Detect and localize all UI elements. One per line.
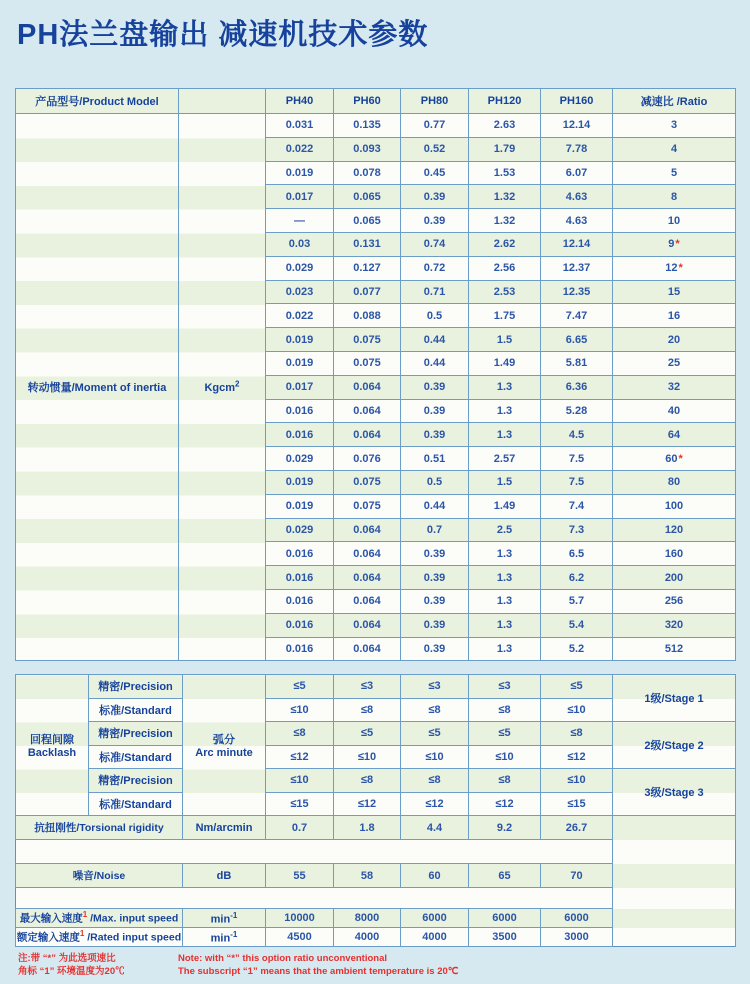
inertia-row [16,114,736,138]
inertia-value-cell: 6.07 [541,161,613,185]
page-title: PH法兰盘输出 减速机技术参数 [17,19,429,51]
ratio-cell: 40 [613,399,736,423]
inertia-value-cell: 0.019 [266,351,334,375]
spec-row [16,909,736,928]
backlash-value-cell: ≤5 [401,722,469,746]
inertia-value-cell: 0.023 [266,280,334,304]
inertia-value-cell: 0.078 [334,161,401,185]
unconventional-ratio-asterisk: * [678,262,683,275]
spec-unit [183,909,266,928]
inertia-value-cell: 0.075 [334,470,401,494]
spec-unit-text: Nm/arcmin [195,821,253,834]
inertia-value-cell: 4.63 [541,185,613,209]
inertia-value-cell: 0.39 [401,637,469,661]
inertia-value-cell: 12.37 [541,256,613,280]
inertia-value-cell: 0.064 [334,542,401,566]
superscript: 2 [235,379,240,389]
inertia-value-cell: 0.029 [266,447,334,471]
ratio-cell: 100 [613,494,736,518]
inertia-value-cell: 0.71 [401,280,469,304]
inertia-value-cell: 0.064 [334,613,401,637]
inertia-value-cell: 0.39 [401,613,469,637]
inertia-value-cell: 0.44 [401,328,469,352]
inertia-value-cell: 0.016 [266,637,334,661]
inertia-value-cell: 0.064 [334,375,401,399]
inertia-value-cell: 1.3 [469,542,541,566]
inertia-value-cell: 6.5 [541,542,613,566]
spec-value-cell: 58 [334,864,401,888]
spec-label-text-en: /Rated input speed [84,931,182,944]
ratio-cell: 256 [613,589,736,613]
inertia-value-cell: 12.14 [541,114,613,138]
spec-label-text-en: /Max. input speed [87,912,179,925]
unconventional-ratio-asterisk: * [678,452,683,465]
header-row [16,89,736,114]
inertia-value-cell: 7.5 [541,470,613,494]
inertia-value-cell: 0.064 [334,637,401,661]
ratio-cell: 64 [613,423,736,447]
spec-value-cell: 70 [541,864,613,888]
inertia-value-cell: 0.44 [401,351,469,375]
inertia-value-cell: 6.65 [541,328,613,352]
backlash-value-cell: ≤15 [266,792,334,816]
inertia-value-cell: 12.14 [541,232,613,256]
backlash-value-cell: ≤10 [541,698,613,722]
inertia-value-cell: 0.52 [401,137,469,161]
inertia-value-cell: 1.79 [469,137,541,161]
inertia-value-cell: 0.016 [266,423,334,447]
inertia-value-cell: 0.022 [266,137,334,161]
inertia-value-cell: 2.62 [469,232,541,256]
backlash-value-cell: ≤8 [334,769,401,793]
spacer-cell [16,888,613,909]
column-header-ph120: PH120 [469,89,541,114]
inertia-value-cell: 0.45 [401,161,469,185]
inertia-value-cell: 12.35 [541,280,613,304]
ratio-cell: 9* [613,232,736,256]
backlash-value-cell: ≤10 [334,745,401,769]
inertia-value-cell: 0.064 [334,589,401,613]
footnotes [18,952,732,978]
column-header-ph40: PH40 [266,89,334,114]
backlash-unit [183,675,266,816]
inertia-value-cell: 1.49 [469,351,541,375]
backlash-label [16,675,89,816]
inertia-value-cell: 0.016 [266,613,334,637]
inertia-value-cell: 7.5 [541,447,613,471]
inertia-value-cell: 0.39 [401,209,469,233]
inertia-value-cell: 0.127 [334,256,401,280]
column-header-product-model: 产品型号/Product Model [16,89,179,114]
spec-value-cell: 1.8 [334,816,401,840]
backlash-value-cell: ≤8 [334,698,401,722]
backlash-type-cell: 标准/Standard [89,792,183,816]
inertia-value-cell: 0.39 [401,589,469,613]
spec-label [16,909,183,928]
inertia-value-cell: 5.28 [541,399,613,423]
inertia-value-cell: 2.53 [469,280,541,304]
inertia-value-cell: 0.017 [266,185,334,209]
inertia-value-cell: 1.5 [469,470,541,494]
inertia-value-cell: 1.3 [469,399,541,423]
inertia-value-cell: 0.065 [334,185,401,209]
spec-unit-text: dB [216,869,232,882]
inertia-value-cell: 5.81 [541,351,613,375]
inertia-value-cell: 0.019 [266,494,334,518]
inertia-value-cell: 1.5 [469,328,541,352]
ratio-cell: 320 [613,613,736,637]
inertia-value-cell: 6.36 [541,375,613,399]
inertia-value-cell: 1.49 [469,494,541,518]
spacer-row [16,840,736,864]
inertia-value-cell: 2.5 [469,518,541,542]
spec-unit [183,816,266,840]
backlash-value-cell: ≤8 [401,769,469,793]
inertia-value-cell: 0.03 [266,232,334,256]
spec-value-cell: 6000 [401,909,469,928]
note-english [178,952,458,978]
backlash-value-cell: ≤5 [266,675,334,699]
inertia-value-cell: 0.077 [334,280,401,304]
inertia-row-label-text: 转动惯量/Moment of inertia [27,382,167,395]
inertia-value-cell: 1.3 [469,423,541,447]
inertia-value-cell: 1.3 [469,637,541,661]
inertia-value-cell: 1.3 [469,566,541,590]
inertia-value-cell: 1.3 [469,375,541,399]
backlash-value-cell: ≤8 [401,698,469,722]
inertia-value-cell: 4.63 [541,209,613,233]
right-strip-cell [613,928,736,947]
column-header-ph160: PH160 [541,89,613,114]
right-strip-cell [613,909,736,928]
spec-value-cell: 4000 [401,928,469,947]
spec-label-text: 抗扭刚性/Torsional rigidity [34,822,164,834]
inertia-value-cell: 7.4 [541,494,613,518]
ratio-cell: 5 [613,161,736,185]
backlash-row [16,769,736,793]
spec-value-cell: 9.2 [469,816,541,840]
stage-cell: 1级/Stage 1 [613,675,736,722]
ratio-cell: 60* [613,447,736,471]
spec-label [16,928,183,947]
inertia-value-cell: 0.016 [266,399,334,423]
note-line: The subscript “1” means that the ambient temperature is 20℃ [178,966,459,977]
inertia-value-cell: 0.5 [401,304,469,328]
spacer-right-cell [613,888,736,909]
inertia-value-cell: 1.3 [469,589,541,613]
backlash-value-cell: ≤3 [334,675,401,699]
inertia-value-cell: 0.39 [401,566,469,590]
ratio-cell: 16 [613,304,736,328]
backlash-value-cell: ≤12 [401,792,469,816]
inertia-value-cell: 0.064 [334,399,401,423]
backlash-value-cell: ≤10 [469,745,541,769]
inertia-value-cell: 0.7 [401,518,469,542]
backlash-row [16,722,736,746]
ratio-cell: 4 [613,137,736,161]
inertia-value-cell: 0.065 [334,209,401,233]
spec-value-cell: 4.4 [401,816,469,840]
inertia-value-cell: 0.088 [334,304,401,328]
backlash-value-cell: ≤10 [541,769,613,793]
backlash-value-cell: ≤12 [469,792,541,816]
spec-value-cell: 3000 [541,928,613,947]
spec-value-cell: 4500 [266,928,334,947]
spec-value-cell: 60 [401,864,469,888]
inertia-value-cell: 0.39 [401,423,469,447]
note-line: 角标 “1” 环境温度为20℃ [18,966,125,977]
spec-value-cell: 6000 [541,909,613,928]
inertia-value-cell: 0.135 [334,114,401,138]
ratio-cell: 120 [613,518,736,542]
inertia-value-cell: 7.47 [541,304,613,328]
inertia-value-cell: 5.2 [541,637,613,661]
inertia-value-cell: — [266,209,334,233]
spacer-row [16,888,736,909]
note-line: 注:带 “*” 为此选项速比 [18,953,116,964]
backlash-value-cell: ≤8 [469,769,541,793]
column-header-ratio: 减速比 /Ratio [613,89,736,114]
right-strip-cell [613,816,736,840]
backlash-type-cell: 精密/Precision [89,769,183,793]
ratio-cell: 25 [613,351,736,375]
backlash-value-cell: ≤8 [469,698,541,722]
inertia-table [15,88,736,661]
superscript: -1 [230,910,238,920]
inertia-value-cell: 0.029 [266,518,334,542]
inertia-value-cell: 1.53 [469,161,541,185]
inertia-value-cell: 0.5 [401,470,469,494]
inertia-value-cell: 0.031 [266,114,334,138]
ratio-cell: 80 [613,470,736,494]
backlash-value-cell: ≤3 [401,675,469,699]
spec-unit-text: min [210,932,231,945]
backlash-type-cell: 标准/Standard [89,698,183,722]
specs-table [15,674,736,947]
backlash-value-cell: ≤12 [334,792,401,816]
backlash-value-cell: ≤12 [266,745,334,769]
inertia-value-cell: 0.064 [334,566,401,590]
spec-value-cell: 3500 [469,928,541,947]
ratio-cell: 200 [613,566,736,590]
ratio-cell: 512 [613,637,736,661]
unconventional-ratio-asterisk: * [675,238,680,251]
column-header-ph80: PH80 [401,89,469,114]
spec-value-cell: 6000 [469,909,541,928]
ratio-cell: 160 [613,542,736,566]
spec-value-cell: 0.7 [266,816,334,840]
stage-cell: 2级/Stage 2 [613,722,736,769]
inertia-value-cell: 5.4 [541,613,613,637]
backlash-value-cell: ≤8 [266,722,334,746]
inertia-value-cell: 0.72 [401,256,469,280]
backlash-value-cell: ≤10 [266,698,334,722]
backlash-value-cell: ≤12 [541,745,613,769]
inertia-value-cell: 7.3 [541,518,613,542]
inertia-value-cell: 2.57 [469,447,541,471]
ratio-cell: 10 [613,209,736,233]
inertia-value-cell: 1.75 [469,304,541,328]
inertia-value-cell: 6.2 [541,566,613,590]
spec-row [16,928,736,947]
spec-value-cell: 55 [266,864,334,888]
inertia-value-cell: 0.44 [401,494,469,518]
inertia-value-cell: 0.131 [334,232,401,256]
backlash-value-cell: ≤15 [541,792,613,816]
note-chinese [18,952,178,978]
spacer-cell [16,840,613,864]
inertia-value-cell: 0.39 [401,375,469,399]
inertia-value-cell: 1.32 [469,185,541,209]
backlash-label-en: Backlash [27,747,77,759]
spec-label [16,816,183,840]
inertia-value-cell: 0.075 [334,494,401,518]
inertia-value-cell: 0.017 [266,375,334,399]
inertia-value-cell: 0.029 [266,256,334,280]
superscript: -1 [230,929,238,939]
inertia-value-cell: 0.064 [334,423,401,447]
ratio-cell: 12* [613,256,736,280]
spacer-right-cell [613,840,736,864]
spec-row [16,864,736,888]
inertia-value-cell: 0.076 [334,447,401,471]
spec-unit [183,928,266,947]
backlash-value-cell: ≤3 [469,675,541,699]
inertia-value-cell: 0.019 [266,161,334,185]
spec-value-cell: 8000 [334,909,401,928]
red-superscript: 1 [79,929,85,939]
inertia-value-cell: 1.3 [469,613,541,637]
backlash-unit-en: Arc minute [195,747,253,759]
note-line: Note: with “*” this option ratio unconventional [178,953,387,964]
inertia-value-cell: 0.075 [334,351,401,375]
inertia-value-cell: 0.016 [266,566,334,590]
backlash-value-cell: ≤5 [541,675,613,699]
ratio-cell: 8 [613,185,736,209]
red-superscript: 1 [82,910,88,920]
spec-label-text: 额定输入速度 [16,931,80,944]
backlash-unit-cn: 弧分 [213,734,235,746]
spec-label-text: 最大输入速度 [19,912,83,925]
inertia-value-cell: 0.093 [334,137,401,161]
backlash-type-cell: 精密/Precision [89,722,183,746]
spec-unit [183,864,266,888]
inertia-value-cell: 0.51 [401,447,469,471]
backlash-type-cell: 精密/Precision [89,675,183,699]
inertia-value-cell: 1.32 [469,209,541,233]
inertia-value-cell: 0.064 [334,518,401,542]
right-strip-cell [613,864,736,888]
spec-label [16,864,183,888]
backlash-value-cell: ≤5 [469,722,541,746]
spec-row [16,816,736,840]
inertia-value-cell: 5.7 [541,589,613,613]
inertia-value-cell: 0.016 [266,542,334,566]
column-header-unit [179,89,266,114]
inertia-row-label [16,114,179,661]
spec-value-cell: 4000 [334,928,401,947]
inertia-value-cell: 0.74 [401,232,469,256]
inertia-value-cell: 0.019 [266,470,334,494]
column-header-ph60: PH60 [334,89,401,114]
ratio-cell: 32 [613,375,736,399]
inertia-value-cell: 7.78 [541,137,613,161]
ratio-cell: 3 [613,114,736,138]
inertia-value-cell: 0.022 [266,304,334,328]
ratio-cell: 20 [613,328,736,352]
inertia-value-cell: 0.39 [401,185,469,209]
backlash-value-cell: ≤10 [401,745,469,769]
inertia-value-cell: 0.019 [266,328,334,352]
inertia-unit-text: Kgcm$^2$ [204,379,240,395]
backlash-value-cell: ≤8 [541,722,613,746]
backlash-type-cell: 标准/Standard [89,745,183,769]
spec-value-cell: 10000 [266,909,334,928]
inertia-value-cell: 0.075 [334,328,401,352]
inertia-value-cell: 0.39 [401,399,469,423]
inertia-value-cell: 4.5 [541,423,613,447]
inertia-value-cell: 0.016 [266,589,334,613]
backlash-value-cell: ≤10 [266,769,334,793]
ratio-cell: 15 [613,280,736,304]
inertia-value-cell: 0.77 [401,114,469,138]
spec-value-cell: 65 [469,864,541,888]
spec-unit-text: min [210,913,231,926]
backlash-row [16,675,736,699]
inertia-value-cell: 2.63 [469,114,541,138]
inertia-value-cell: 0.39 [401,542,469,566]
spec-value-cell: 26.7 [541,816,613,840]
backlash-value-cell: ≤5 [334,722,401,746]
inertia-unit [179,114,266,661]
inertia-value-cell: 2.56 [469,256,541,280]
spec-label-text: 噪音/Noise [72,870,126,882]
stage-cell: 3级/Stage 3 [613,769,736,816]
backlash-label-cn: 回程间隙 [30,734,74,746]
